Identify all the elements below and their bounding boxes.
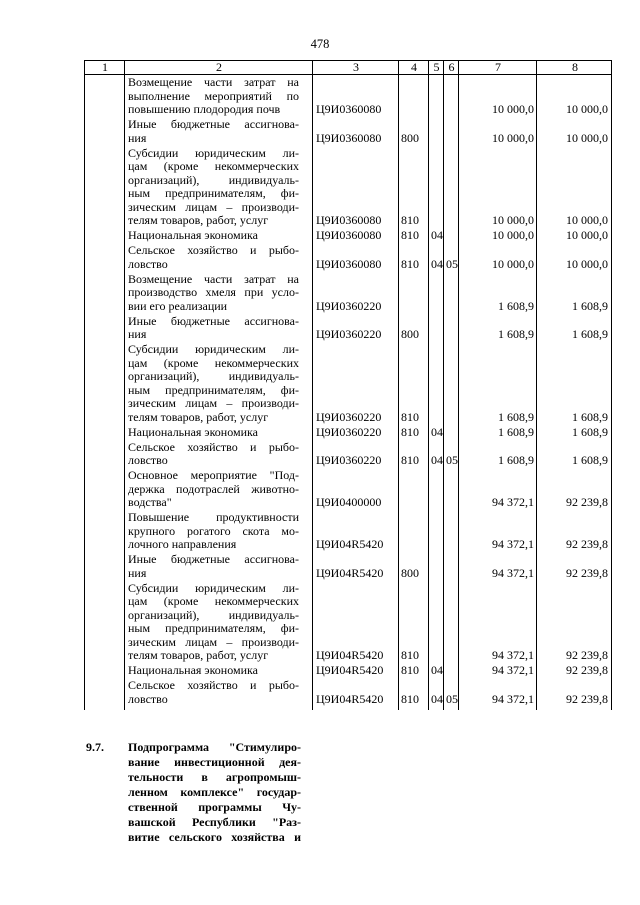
amount-year2: 92 239,8 — [566, 648, 608, 662]
amount-year1: 10 000,0 — [492, 256, 534, 271]
target-code: Ц9И04R5420 — [316, 565, 384, 580]
row-description — [128, 76, 299, 117]
table-column-rule — [398, 75, 399, 710]
table-row — [0, 118, 640, 145]
amount-year1: 10 000,0 — [492, 130, 534, 145]
amount-year1: 1 608,9 — [498, 453, 534, 467]
description-line: ловство — [128, 256, 168, 271]
table-column-rule — [443, 75, 444, 710]
amount-year2: 92 239,8 — [566, 565, 608, 580]
description-line: зическим лицам – производи- — [128, 396, 299, 410]
description-line: телям товаров, работ, услуг — [128, 648, 269, 662]
amount-year2: 10 000,0 — [566, 256, 608, 271]
table-row — [0, 426, 640, 440]
section-code: 04 — [431, 663, 443, 677]
expense-type: 800 — [401, 130, 419, 145]
target-code: Ц9И0360080 — [316, 256, 382, 271]
header-cell-1: 1 — [102, 60, 108, 74]
description-line: телям товаров, работ, услуг — [128, 213, 269, 227]
description-line: лочного направления — [128, 537, 237, 551]
target-code: Ц9И0360220 — [316, 409, 382, 424]
amount-year2: 10 000,0 — [566, 228, 608, 242]
amount-year1: 1 608,9 — [498, 409, 534, 424]
description-line: Иные бюджетные ассигнова- — [128, 313, 299, 328]
description-line: повышению плодородия почв — [128, 102, 281, 116]
table-row — [0, 664, 640, 678]
description-line: Национальная экономика — [128, 424, 258, 439]
description-line: организаций), индивидуаль- — [128, 607, 299, 622]
row-description — [128, 679, 299, 706]
header-cell-3: 3 — [353, 60, 359, 74]
row-description — [128, 118, 299, 145]
description-line: цам (кроме некоммерческих — [128, 594, 299, 608]
description-line: цам (кроме некоммерческих — [128, 159, 299, 173]
description-line: Субсидии юридическим ли- — [128, 342, 299, 356]
description-line: держка подотраслей животно- — [128, 481, 299, 496]
table-column-rule — [84, 75, 85, 710]
expense-type: 810 — [401, 663, 419, 677]
amount-year2: 10 000,0 — [566, 102, 608, 116]
amount-year2: 10 000,0 — [566, 213, 608, 227]
table-header-row — [84, 60, 612, 75]
description-line: Возмещение части затрат на — [128, 271, 299, 286]
description-line: организаций), индивидуаль- — [128, 369, 299, 383]
target-code: Ц9И04R5420 — [316, 648, 384, 662]
description-line: зическим лицам – производи- — [128, 199, 299, 214]
table-row — [0, 244, 640, 271]
description-line: Иные бюджетные ассигнова- — [128, 552, 299, 566]
expense-type: 810 — [401, 453, 419, 467]
description-line: Национальная экономика — [128, 228, 258, 242]
expense-type: 810 — [401, 424, 419, 439]
description-line: Основное мероприятие "Под- — [128, 468, 299, 482]
expense-type: 810 — [401, 228, 419, 242]
expense-type: 810 — [401, 409, 419, 424]
target-code: Ц9И04R5420 — [316, 663, 384, 677]
row-description — [128, 147, 299, 228]
expense-type: 800 — [401, 565, 419, 580]
amount-year2: 92 239,8 — [566, 495, 608, 509]
table-column-rule — [611, 75, 612, 710]
table-row — [0, 343, 640, 424]
expense-type: 810 — [401, 213, 419, 227]
amount-year1: 1 608,9 — [498, 424, 534, 439]
description-line: Повышение продуктивности — [128, 510, 299, 524]
amount-year2: 1 608,9 — [572, 327, 608, 341]
amount-year1: 10 000,0 — [492, 228, 534, 242]
expense-type: 810 — [401, 256, 419, 271]
table-row — [0, 229, 640, 243]
description-line: ния — [128, 130, 147, 145]
description-line: организаций), индивидуаль- — [128, 172, 299, 187]
table-column-rule — [458, 75, 459, 710]
header-cell-8: 8 — [572, 60, 578, 74]
description-line: ния — [128, 327, 147, 341]
row-description — [128, 273, 299, 314]
amount-year1: 10 000,0 — [492, 213, 534, 227]
target-code: Ц9И0360220 — [316, 453, 382, 467]
expense-type: 800 — [401, 327, 419, 341]
table-row — [0, 147, 640, 228]
section-title-line: витие сельского хозяйства и — [128, 830, 301, 844]
row-description — [128, 426, 299, 440]
amount-year1: 94 372,1 — [492, 537, 534, 551]
table-row — [0, 469, 640, 510]
section-code: 04 — [431, 228, 443, 242]
table-row — [0, 553, 640, 580]
header-cell-2: 2 — [216, 60, 222, 74]
header-cell-4: 4 — [411, 60, 417, 74]
description-line: цам (кроме некоммерческих — [128, 355, 299, 370]
description-line: ным предпринимателям, фи- — [128, 621, 299, 635]
description-line: Сельское хозяйство и рыбо- — [128, 243, 299, 257]
target-code: Ц9И0360080 — [316, 130, 382, 145]
row-description — [128, 664, 299, 678]
row-description — [128, 343, 299, 424]
description-line: Субсидии юридическим ли- — [128, 580, 299, 595]
amount-year2: 10 000,0 — [566, 130, 608, 145]
target-code: Ц9И0360220 — [316, 298, 382, 313]
amount-year2: 92 239,8 — [566, 691, 608, 706]
table-row — [0, 315, 640, 342]
header-cell-6: 6 — [448, 60, 455, 74]
description-line: Иные бюджетные ассигнова- — [128, 117, 299, 131]
target-code: Ц9И0360080 — [316, 228, 382, 242]
section-code: 04 — [431, 256, 443, 271]
amount-year1: 94 372,1 — [492, 691, 534, 706]
amount-year1: 94 372,1 — [492, 648, 534, 662]
section-title-line: тельности в агропромыш- — [128, 770, 301, 784]
table-column-rule — [536, 75, 537, 710]
row-description — [128, 229, 299, 243]
section-title-line: вашской Республики "Раз- — [128, 815, 301, 829]
row-description — [128, 315, 299, 342]
description-line: ным предпринимателям, фи- — [128, 186, 299, 200]
table-row — [0, 679, 640, 706]
target-code: Ц9И0360220 — [316, 424, 382, 439]
row-description — [128, 511, 299, 552]
row-description — [128, 469, 299, 510]
description-line: Субсидии юридическим ли- — [128, 145, 299, 160]
amount-year2: 1 608,9 — [572, 409, 608, 424]
page-number: 478 — [310, 37, 330, 51]
section-number: 9.7. — [86, 740, 104, 754]
section-code: 04 — [431, 453, 443, 467]
expense-type: 810 — [401, 691, 419, 706]
section-title-line: Подпрограмма "Стимулиро- — [128, 740, 301, 754]
section-code: 04 — [431, 691, 443, 706]
table-row — [0, 582, 640, 663]
description-line: Возмещение части затрат на — [128, 75, 299, 89]
description-line: зическим лицам – производи- — [128, 634, 299, 649]
target-code: Ц9И0360220 — [316, 327, 382, 341]
description-line: водства" — [128, 495, 172, 509]
target-code: Ц9И04R5420 — [316, 691, 384, 706]
subsection-code: 05 — [446, 691, 458, 706]
row-description — [128, 553, 299, 580]
table-row — [0, 76, 640, 117]
amount-year1: 94 372,1 — [492, 565, 534, 580]
description-line: Сельское хозяйство и рыбо- — [128, 678, 299, 692]
description-line: производство хмеля при усло- — [128, 285, 299, 299]
header-cell-7: 7 — [495, 60, 501, 74]
table-row — [0, 511, 640, 552]
section-title — [128, 740, 301, 845]
amount-year2: 1 608,9 — [572, 424, 608, 439]
description-line: ловство — [128, 691, 168, 706]
amount-year1: 94 372,1 — [492, 663, 534, 677]
target-code: Ц9И0360080 — [316, 213, 382, 227]
description-line: ным предпринимателям, фи- — [128, 382, 299, 397]
amount-year2: 92 239,8 — [566, 537, 608, 551]
table-column-rule — [312, 75, 313, 710]
description-line: Национальная экономика — [128, 663, 258, 677]
description-line: ловство — [128, 453, 168, 467]
amount-year1: 1 608,9 — [498, 298, 534, 313]
table-row — [0, 273, 640, 314]
table-row — [0, 441, 640, 468]
row-description — [128, 441, 299, 468]
header-cell-5: 5 — [433, 60, 440, 74]
section-title-line: ственной программы Чу- — [128, 800, 301, 814]
amount-year2: 1 608,9 — [572, 298, 608, 313]
section-title-line: ленном комплексе" государ- — [128, 785, 301, 799]
table-column-rule — [428, 75, 429, 710]
subsection-code: 05 — [446, 453, 458, 467]
amount-year2: 92 239,8 — [566, 663, 608, 677]
target-code: Ц9И0400000 — [316, 495, 382, 509]
amount-year1: 94 372,1 — [492, 495, 534, 509]
description-line: вии его реализации — [128, 298, 228, 313]
description-line: выполнение мероприятий по — [128, 88, 299, 103]
subsection-code: 05 — [446, 256, 458, 271]
amount-year2: 1 608,9 — [572, 453, 608, 467]
section-code: 04 — [431, 424, 443, 439]
target-code: Ц9И0360080 — [316, 102, 382, 116]
table-column-rule — [124, 75, 125, 710]
amount-year1: 1 608,9 — [498, 327, 534, 341]
section-title-line: вание инвестиционной дея- — [128, 755, 301, 769]
amount-year1: 10 000,0 — [492, 102, 534, 116]
description-line: крупного рогатого скота мо- — [128, 523, 299, 538]
target-code: Ц9И04R5420 — [316, 537, 384, 551]
description-line: ния — [128, 565, 147, 580]
description-line: телям товаров, работ, услуг — [128, 409, 269, 424]
row-description — [128, 244, 299, 271]
row-description — [128, 582, 299, 663]
expense-type: 810 — [401, 648, 419, 662]
description-line: Сельское хозяйство и рыбо- — [128, 439, 299, 454]
